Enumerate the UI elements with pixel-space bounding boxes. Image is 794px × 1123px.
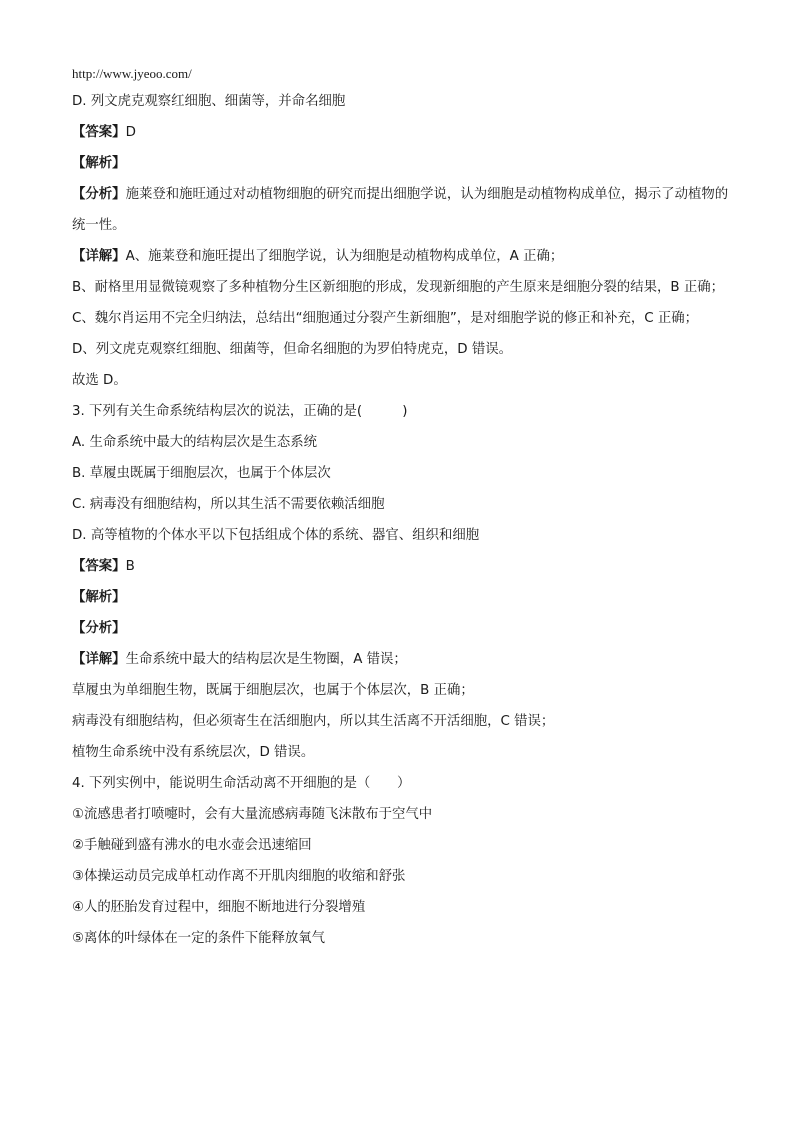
q2-conclusion: 故选 D。 <box>72 373 127 388</box>
q3-option-d: D. 高等植物的个体水平以下包括组成个体的系统、器官、组织和细胞 <box>72 528 480 543</box>
header-url: http://www.jyeoo.com/ <box>72 66 192 81</box>
answer-value: B <box>125 559 135 574</box>
q3-detail-4: 植物生命系统中没有系统层次，D 错误。 <box>72 745 315 760</box>
q3-stem: 3. 下列有关生命系统结构层次的说法，正确的是( ) <box>72 404 408 419</box>
q3-analysis-tag: 【解析】 <box>72 590 126 605</box>
q3-detail-1 <box>72 644 732 675</box>
q3-option-b: B. 草履虫既属于细胞层次，也属于个体层次 <box>72 466 331 481</box>
q2-option-d: D. 列文虎克观察红细胞、细菌等，并命名细胞 <box>72 94 346 109</box>
q4-item-3: ③体操运动员完成单杠动作离不开肌肉细胞的收缩和舒张 <box>72 869 406 884</box>
document-page <box>72 58 732 954</box>
fenxi-text: 施莱登和施旺通过对动植物细胞的研究而提出细胞学说，认为细胞是动植物构成单位，揭示了动植物的统一性。 <box>72 187 729 233</box>
answer-tag: 【答案】 <box>72 559 126 574</box>
q2-detail-d: D、列文虎克观察红细胞、细菌等，但命名细胞的为罗伯特虎克，D 错误。 <box>72 342 512 357</box>
q2-fenxi <box>72 179 732 241</box>
answer-tag: 【答案】 <box>72 125 126 140</box>
fenxi-tag: 【分析】 <box>72 187 126 202</box>
q2-detail-a <box>72 241 732 272</box>
q3-option-a: A. 生命系统中最大的结构层次是生态系统 <box>72 435 318 450</box>
q2-analysis-tag: 【解析】 <box>72 156 126 171</box>
q3-fenxi-tag: 【分析】 <box>72 621 126 636</box>
detail-tag: 【详解】 <box>72 249 126 264</box>
detail-1-text: 生命系统中最大的结构层次是生物圈，A 错误； <box>125 652 407 667</box>
q4-stem: 4. 下列实例中，能说明生命活动离不开细胞的是（ ） <box>72 776 411 791</box>
q3-answer-line <box>72 551 732 582</box>
q4-item-4: ④人的胚胎发育过程中，细胞不断地进行分裂增殖 <box>72 900 366 915</box>
q3-detail-3: 病毒没有细胞结构，但必须寄生在活细胞内，所以其生活离不开活细胞，C 错误； <box>72 714 555 729</box>
q2-detail-b: B、耐格里用显微镜观察了多种植物分生区新细胞的形成，发现新细胞的产生原来是细胞分裂的结果，B 正确； <box>72 280 724 295</box>
q4-item-1: ①流感患者打喷嚏时，会有大量流感病毒随飞沫散布于空气中 <box>72 807 433 822</box>
q4-item-5: ⑤离体的叶绿体在一定的条件下能释放氧气 <box>72 931 326 946</box>
answer-value: D <box>125 125 136 140</box>
q3-detail-2: 草履虫为单细胞生物，既属于细胞层次，也属于个体层次，B 正确； <box>72 683 474 698</box>
q2-detail-c: C、魏尔肖运用不完全归纳法，总结出“细胞通过分裂产生新细胞”，是对细胞学说的修正和补充，C 正确； <box>72 311 699 326</box>
detail-a-text: A、施莱登和施旺提出了细胞学说，认为细胞是动植物构成单位，A 正确； <box>125 249 564 264</box>
q2-answer-line <box>72 117 732 148</box>
q4-item-2: ②手触碰到盛有沸水的电水壶会迅速缩回 <box>72 838 312 853</box>
q3-option-c: C. 病毒没有细胞结构，所以其生活不需要依赖活细胞 <box>72 497 385 512</box>
detail-tag: 【详解】 <box>72 652 126 667</box>
